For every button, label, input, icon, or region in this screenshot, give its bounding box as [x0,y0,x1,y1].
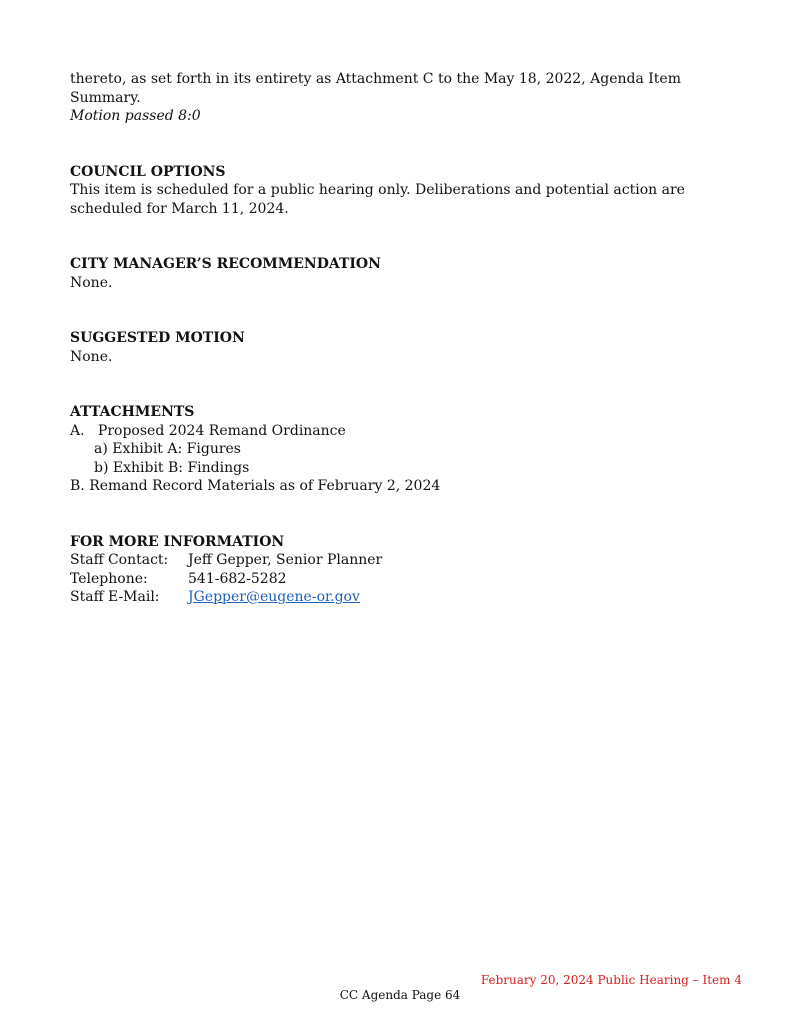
more-info-section [70,533,730,607]
email-row [70,588,730,607]
staff-contact-label: Staff Contact: [70,552,169,568]
attachment-item-a-sub1: a) Exhibit A: Figures [94,441,241,457]
council-options-heading: COUNCIL OPTIONS [70,163,226,180]
document-page [70,70,730,607]
attachment-item-a: A. Proposed 2024 Remand Ordinance [70,422,346,439]
continued-paragraph: thereto, as set forth in its entirety as Attachment C to the May 18, 2022, Agenda Item Summary. [70,71,681,106]
staff-contact-value: Jeff Gepper, Senior Planner [188,552,383,568]
recommendation-heading: CITY MANAGER’S RECOMMENDATION [70,256,381,272]
telephone-row [70,570,730,589]
attachments-section [70,403,730,496]
council-options-text: This item is scheduled for a public hearing only. Deliberations and potential action are scheduled for March 11, 2024. [70,182,685,217]
council-options-section [70,163,730,219]
telephone-label: Telephone: [70,570,148,587]
staff-contact-row [70,551,730,570]
footer-page-number: CC Agenda Page 64 [339,988,461,1002]
suggested-motion-section [70,329,730,366]
attachment-item-a-sub2: b) Exhibit B: Findings [94,459,250,476]
suggested-motion-text: None. [70,348,113,365]
attachments-list [70,422,730,496]
footer-item-label: February 20, 2024 Public Hearing – Item 4 [480,973,742,987]
email-link[interactable]: JGepper@eugene-or.gov [188,589,360,605]
recommendation-text: None. [70,274,113,291]
email-label: Staff E-Mail: [70,589,160,605]
more-info-heading: FOR MORE INFORMATION [70,533,285,550]
suggested-motion-heading: SUGGESTED MOTION [70,330,245,346]
attachments-heading: ATTACHMENTS [70,404,195,420]
telephone-value: 541-682-5282 [188,570,287,587]
attachment-item-b: B. Remand Record Materials as of February 2, 2024 [70,478,441,494]
recommendation-section [70,255,730,292]
motion-result: Motion passed 8:0 [70,108,201,124]
